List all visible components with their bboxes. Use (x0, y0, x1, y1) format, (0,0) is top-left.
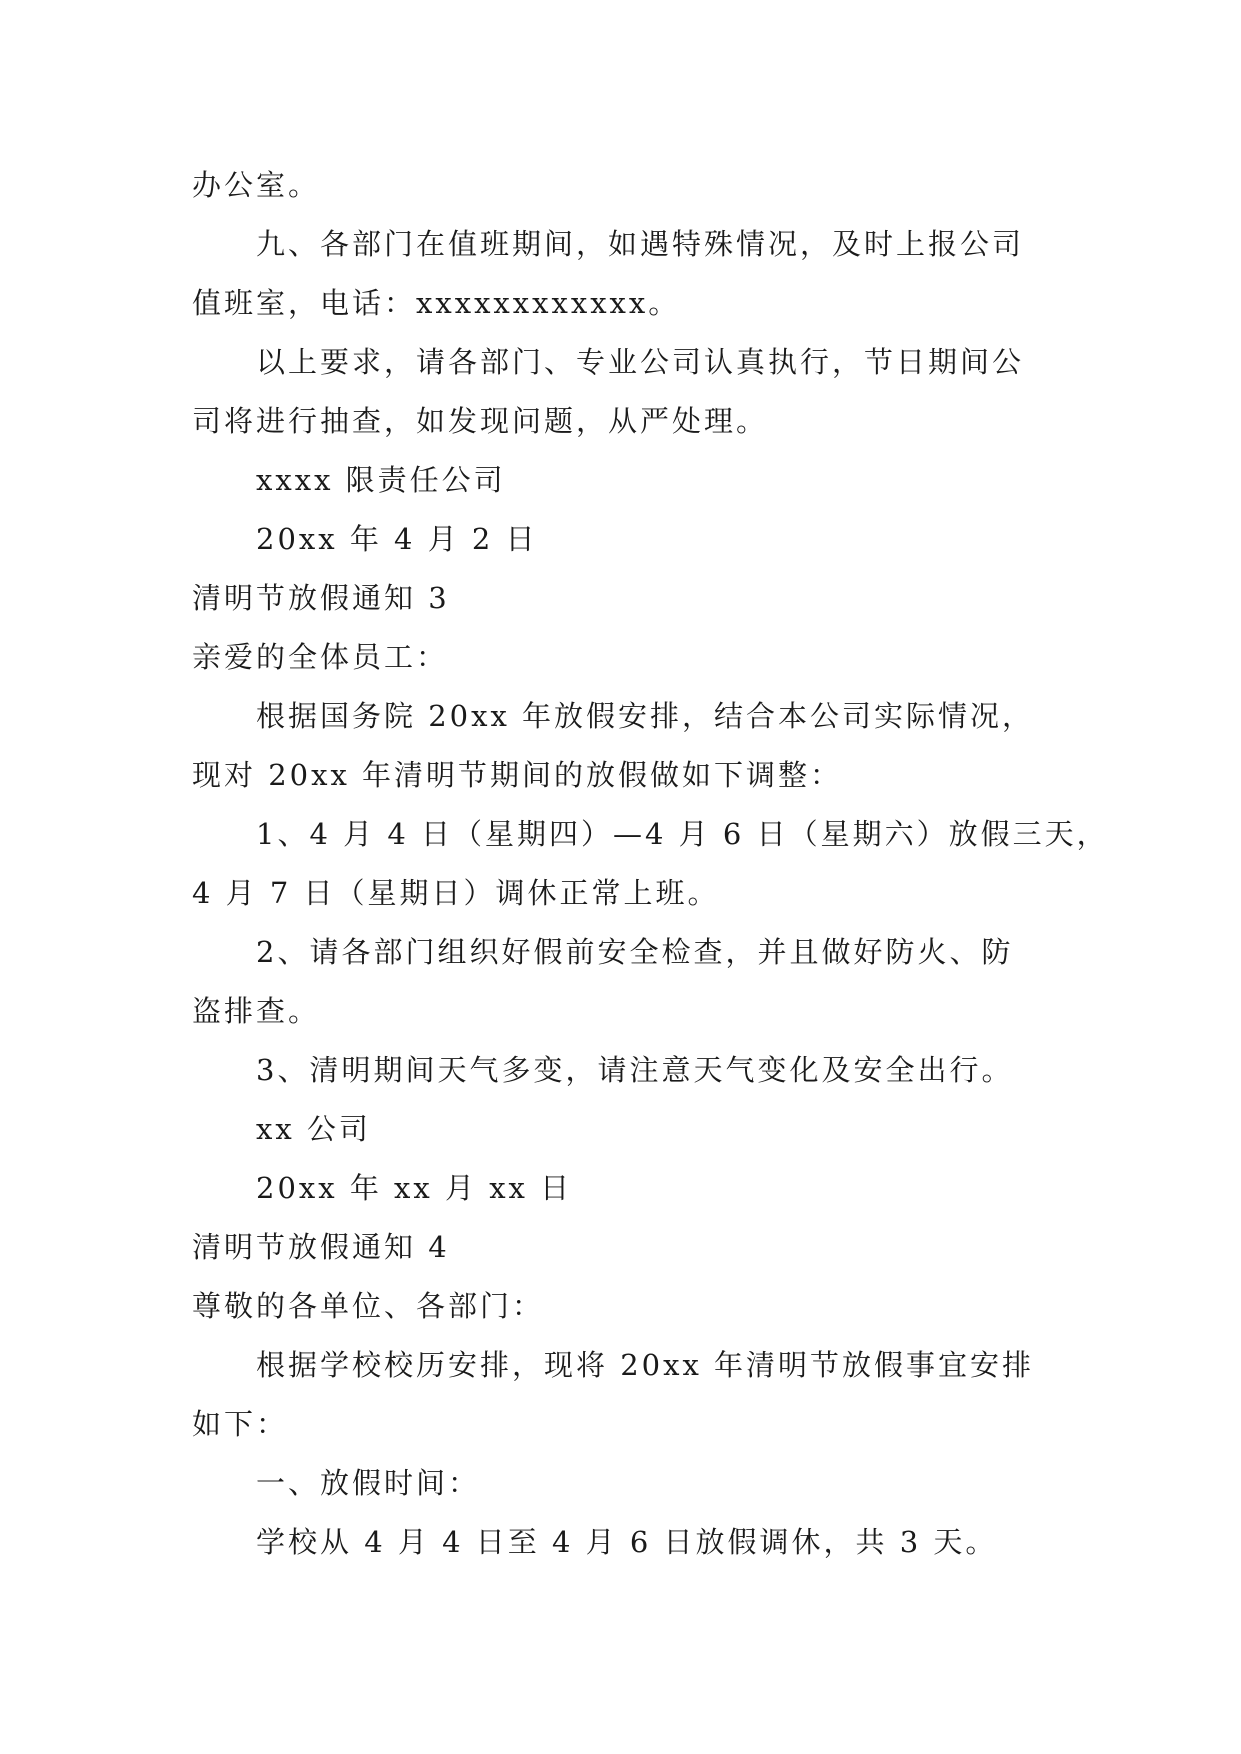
text-line: 学校从 4 月 4 日至 4 月 6 日放假调休，共 3 天。 (256, 1525, 998, 1559)
text-line: 根据国务院 20xx 年放假安排，结合本公司实际情况， (256, 699, 1035, 733)
salutation: 尊敬的各单位、各部门： (192, 1289, 545, 1323)
section-heading: 清明节放假通知 4 (192, 1230, 450, 1264)
signature-date: 20xx 年 xx 月 xx 日 (256, 1171, 573, 1205)
text-line: 2、请各部门组织好假前安全检查，并且做好防火、防 (256, 935, 1014, 969)
text-line: 以上要求，请各部门、专业公司认真执行，节日期间公 (256, 345, 1025, 379)
document-body (192, 156, 1109, 1572)
text-line: 值班室，电话：xxxxxxxxxxxx。 (192, 286, 681, 320)
salutation: 亲爱的全体员工： (192, 640, 449, 674)
text-line: 根据学校校历安排，现将 20xx 年清明节放假事宜安排 (256, 1348, 1035, 1382)
section-heading: 清明节放假通知 3 (192, 581, 450, 615)
text-line: 如下： (192, 1407, 289, 1441)
subheading: 一、放假时间： (256, 1466, 481, 1500)
signature-company: xxxx 限责任公司 (256, 463, 506, 497)
text-line: 九、各部门在值班期间，如遇特殊情况，及时上报公司 (256, 227, 1025, 261)
text-line: 1、4 月 4 日（星期四）—4 月 6 日（星期六）放假三天， (256, 817, 1109, 851)
text-line: 办公室。 (192, 168, 321, 202)
text-line: 现对 20xx 年清明节期间的放假做如下调整： (192, 758, 843, 792)
signature-company: xx 公司 (256, 1112, 371, 1146)
text-line: 4 月 7 日（星期日）调休正常上班。 (192, 876, 720, 910)
text-line: 司将进行抽查，如发现问题，从严处理。 (192, 404, 769, 438)
signature-date: 20xx 年 4 月 2 日 (256, 522, 538, 556)
text-line: 3、清明期间天气多变，请注意天气变化及安全出行。 (256, 1053, 1014, 1087)
text-line: 盗排查。 (192, 994, 321, 1028)
